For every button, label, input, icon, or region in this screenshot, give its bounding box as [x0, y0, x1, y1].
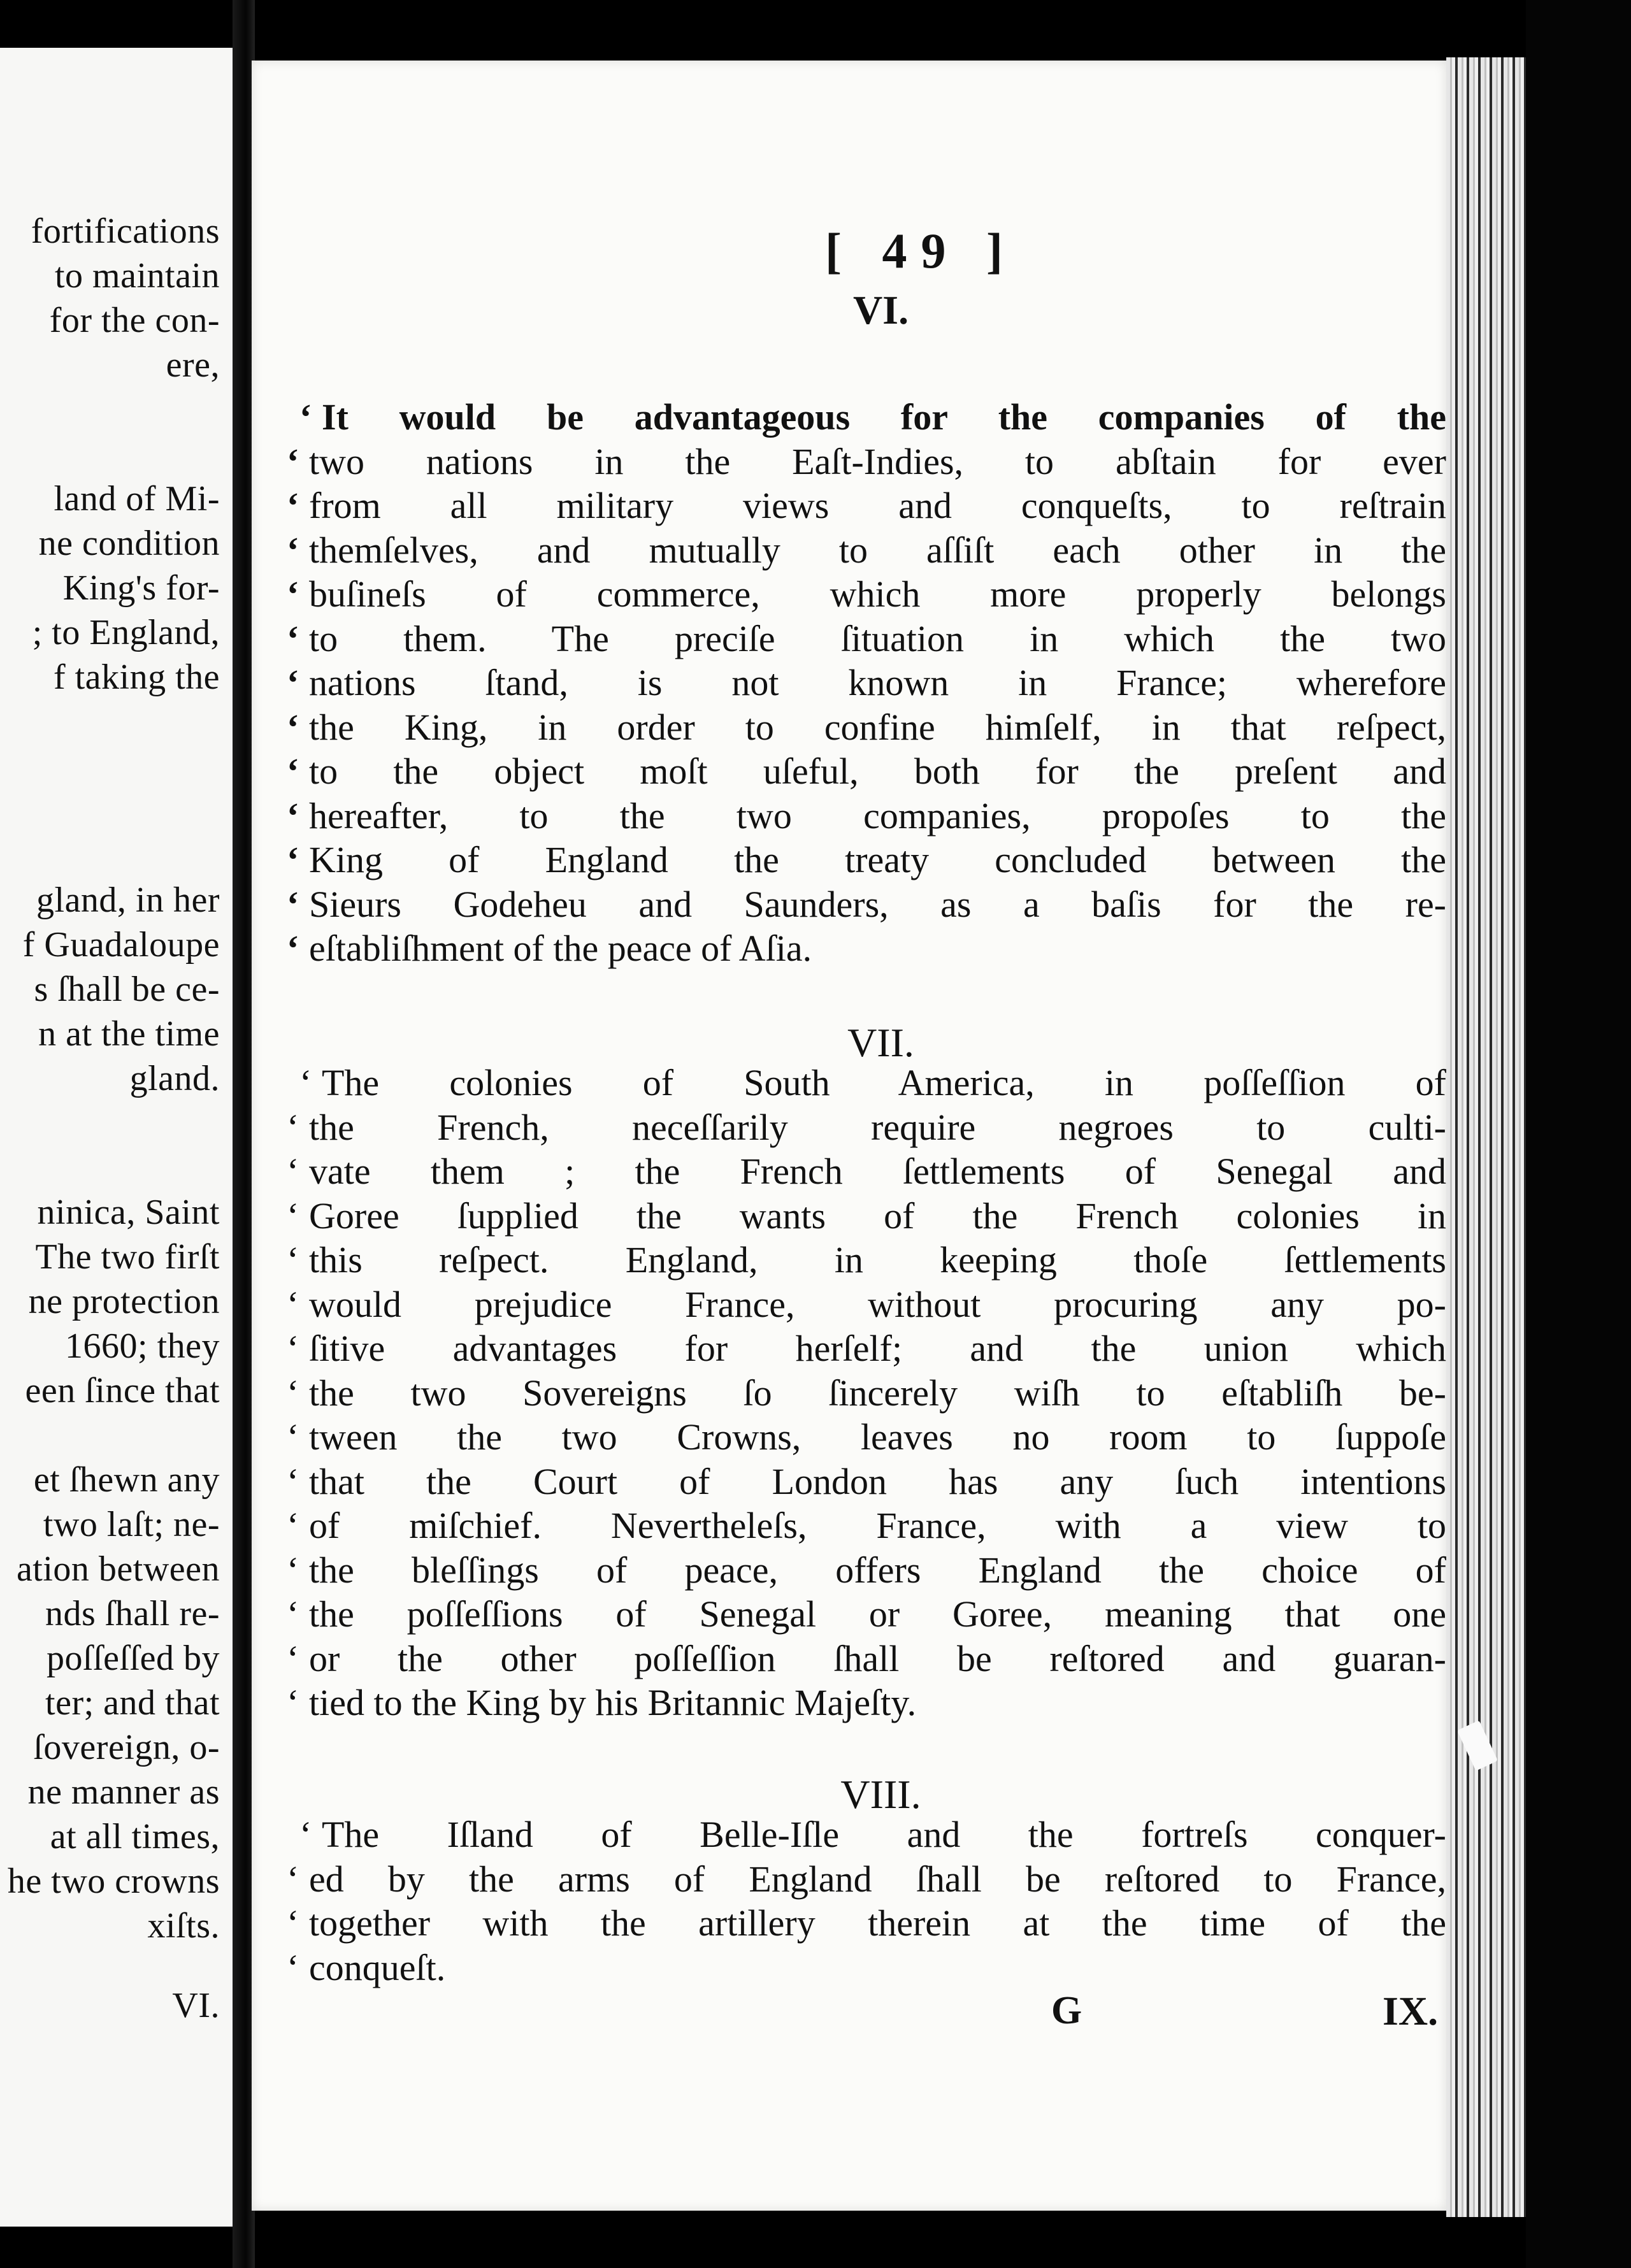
facing-page-line: for the con-	[49, 301, 220, 340]
quotation-mark: ‘	[287, 1505, 299, 1546]
text-line	[287, 1946, 1453, 1990]
text-line	[287, 926, 1453, 971]
line-text: vate them ; the French ſettlements of Senegal and	[309, 1151, 1446, 1192]
line-text: Sieurs Godeheu and Saunders, as a baſis for the re-	[309, 883, 1446, 925]
article-vi	[287, 395, 1453, 971]
quotation-mark: ‘	[287, 617, 299, 659]
quotation-mark: ‘	[287, 1151, 299, 1192]
line-text: two nations in the Eaſt-Indies, to abſtain for ever	[309, 440, 1446, 482]
facing-page-line: gland, in her	[36, 880, 220, 920]
line-text: themſelves, and mutually to aſſiſt each other in the	[309, 529, 1446, 571]
page-content	[252, 61, 1446, 2211]
text-line	[287, 661, 1453, 705]
quotation-mark: ‘	[287, 1106, 299, 1148]
quotation-mark: ‘	[299, 396, 312, 438]
quotation-mark: ‘	[287, 1460, 299, 1502]
text-line	[287, 1194, 1453, 1238]
book-page	[252, 61, 1446, 2211]
text-line	[287, 1504, 1453, 1548]
text-line	[287, 1282, 1453, 1327]
text-line	[287, 882, 1453, 927]
line-text: the two Sovereigns ſo ſincerely wiſh to eſtabliſh be-	[309, 1372, 1446, 1414]
text-line	[287, 1105, 1453, 1150]
line-text: King of England the treaty concluded between the	[309, 839, 1446, 880]
quotation-mark: ‘	[287, 928, 299, 969]
facing-page-line: 1660; they	[65, 1326, 220, 1366]
quotation-mark: ‘	[287, 1858, 299, 1900]
facing-page-line: ne protection	[28, 1282, 220, 1321]
quotation-mark: ‘	[299, 1062, 312, 1103]
facing-page-line: land of Mi-	[54, 479, 220, 519]
line-text: The colonies of South America, in poſſeſſion of	[322, 1062, 1446, 1103]
text-line	[287, 1238, 1453, 1282]
line-text: Goree ſupplied the wants of the French colonies in	[309, 1195, 1446, 1237]
text-line	[287, 617, 1453, 661]
quotation-mark: ‘	[287, 839, 299, 880]
line-text: buſineſs of commerce, which more properly belongs	[309, 573, 1446, 615]
text-line	[287, 838, 1453, 882]
quotation-mark: ‘	[287, 1902, 299, 1944]
line-text: eſtabliſhment of the peace of Aſia.	[309, 928, 812, 969]
section-heading-vii: VII.	[847, 1020, 914, 1065]
facing-page-line: ere,	[166, 345, 220, 385]
facing-page-line: gland.	[129, 1059, 220, 1098]
line-text: from all military views and conqueſts, to reſtrain	[309, 485, 1446, 526]
text-line	[287, 1149, 1453, 1194]
text-line	[287, 1548, 1453, 1593]
quotation-mark: ‘	[287, 573, 299, 615]
line-text: that the Court of London has any ſuch intentions	[309, 1460, 1446, 1502]
text-line	[287, 528, 1453, 573]
section-heading-vi: VI.	[852, 287, 909, 333]
line-text: ſitive advantages for herſelf; and the union which	[309, 1328, 1446, 1369]
line-text: It would be advantageous for the companies of the	[322, 396, 1446, 438]
facing-page-line: ne manner as	[27, 1772, 220, 1812]
line-text: this reſpect. England, in keeping thoſe ſettlements	[309, 1239, 1446, 1281]
text-line	[287, 440, 1453, 484]
line-text: the poſſeſſions of Senegal or Goree, meaning that one	[309, 1593, 1446, 1635]
quotation-mark: ‘	[287, 1682, 299, 1723]
line-text: the bleſſings of peace, offers England the choice of	[309, 1549, 1446, 1591]
facing-page-line: f Guadaloupe	[22, 925, 220, 965]
facing-page-line: ; to England,	[32, 613, 220, 652]
facing-page-line: fortifications	[31, 212, 220, 251]
quotation-mark: ‘	[287, 1946, 299, 1988]
facing-page-line: s ſhall be ce-	[34, 970, 220, 1009]
facing-page-line: nds ſhall re-	[45, 1594, 220, 1633]
article-viii	[287, 1812, 1453, 1990]
facing-page-line: et ſhewn any	[33, 1460, 220, 1500]
quotation-mark: ‘	[287, 883, 299, 925]
facing-page-line: at all times,	[50, 1817, 220, 1856]
facing-page-line: VI.	[172, 1986, 220, 2025]
facing-page-line: poſſeſſed by	[47, 1639, 220, 1678]
facing-page-line: two laſt; ne-	[43, 1505, 220, 1544]
quotation-mark: ‘	[287, 1416, 299, 1458]
text-line	[287, 1857, 1453, 1902]
line-text: tween the two Crowns, leaves no room to ſuppoſe	[309, 1416, 1446, 1458]
text-line	[287, 572, 1453, 617]
line-text: hereafter, to the two companies, propoſes to the	[309, 794, 1446, 836]
facing-page-line: f taking the	[53, 657, 220, 697]
line-text: would prejudice France, without procuring any po-	[309, 1283, 1446, 1325]
text-line	[287, 1415, 1453, 1460]
facing-page-line: xiſts.	[147, 1906, 220, 1946]
article-vii	[287, 1061, 1453, 1725]
line-text: tied to the King by his Britannic Majeſty.	[309, 1682, 917, 1723]
text-line	[287, 1371, 1453, 1416]
text-line	[287, 1460, 1453, 1504]
text-line	[287, 1637, 1453, 1681]
catchword: IX.	[1383, 1988, 1439, 2034]
quotation-mark: ‘	[287, 1372, 299, 1414]
text-line	[287, 1592, 1453, 1637]
text-line	[287, 1901, 1453, 1946]
text-line	[287, 1681, 1453, 1725]
quotation-mark: ‘	[287, 750, 299, 792]
line-text: together with the artillery therein at the time of the	[309, 1902, 1446, 1944]
quotation-mark: ‘	[287, 706, 299, 748]
section-heading-viii: VIII.	[840, 1772, 921, 1817]
quotation-mark: ‘	[287, 529, 299, 571]
quotation-mark: ‘	[299, 1814, 312, 1855]
quotation-mark: ‘	[287, 1637, 299, 1679]
facing-page-line: King's for-	[62, 568, 220, 608]
line-text: The Iſland of Belle-Iſle and the fortreſs conquer-	[322, 1814, 1446, 1855]
page-number: [ 49 ]	[825, 223, 1017, 278]
text-line	[287, 749, 1453, 794]
quotation-mark: ‘	[287, 1328, 299, 1369]
line-text: to the object moſt uſeful, both for the preſent and	[309, 750, 1446, 792]
quotation-mark: ‘	[287, 794, 299, 836]
line-text: conqueſt.	[309, 1946, 446, 1988]
facing-page	[0, 48, 233, 2227]
line-text: or the other poſſeſſion ſhall be reſtored and guaran-	[309, 1637, 1446, 1679]
quotation-mark: ‘	[287, 662, 299, 703]
quotation-mark: ‘	[287, 1549, 299, 1591]
line-text: to them. The preciſe ſituation in which the two	[309, 617, 1446, 659]
text-line	[287, 705, 1453, 750]
quotation-mark: ‘	[287, 485, 299, 526]
text-line	[287, 1061, 1453, 1105]
facing-page-line: ter; and that	[45, 1683, 220, 1723]
text-line	[287, 794, 1453, 838]
facing-page-line: een ſince that	[25, 1371, 220, 1410]
background-dark	[1526, 0, 1631, 2268]
quotation-mark: ‘	[287, 440, 299, 482]
facing-page-line: ninica, Saint	[37, 1193, 220, 1232]
quotation-mark: ‘	[287, 1239, 299, 1281]
text-line	[287, 484, 1453, 528]
text-line	[287, 1812, 1453, 1857]
text-line	[287, 395, 1453, 440]
text-line	[287, 1326, 1453, 1371]
line-text: ed by the arms of England ſhall be reſtored to France,	[309, 1858, 1446, 1900]
line-text: the French, neceſſarily require negroes to culti-	[309, 1106, 1446, 1148]
facing-page-line: ation between	[16, 1549, 220, 1589]
line-text: the King, in order to confine himſelf, in that reſpect,	[309, 706, 1446, 748]
quotation-mark: ‘	[287, 1593, 299, 1635]
facing-page-line: to maintain	[54, 256, 220, 296]
facing-page-line: ne condition	[38, 524, 220, 563]
facing-page-line: The two firſt	[35, 1237, 220, 1277]
line-text: of miſchief. Nevertheleſs, France, with a view to	[309, 1505, 1446, 1546]
facing-page-line: ſovereign, o-	[33, 1728, 220, 1767]
facing-page-line: he two crowns	[7, 1862, 220, 1901]
quotation-mark: ‘	[287, 1283, 299, 1325]
line-text: nations ſtand, is not known in France; wherefore	[309, 662, 1446, 703]
quotation-mark: ‘	[287, 1195, 299, 1237]
facing-page-line: n at the time	[38, 1014, 220, 1054]
signature-mark: G	[1051, 1989, 1082, 2032]
